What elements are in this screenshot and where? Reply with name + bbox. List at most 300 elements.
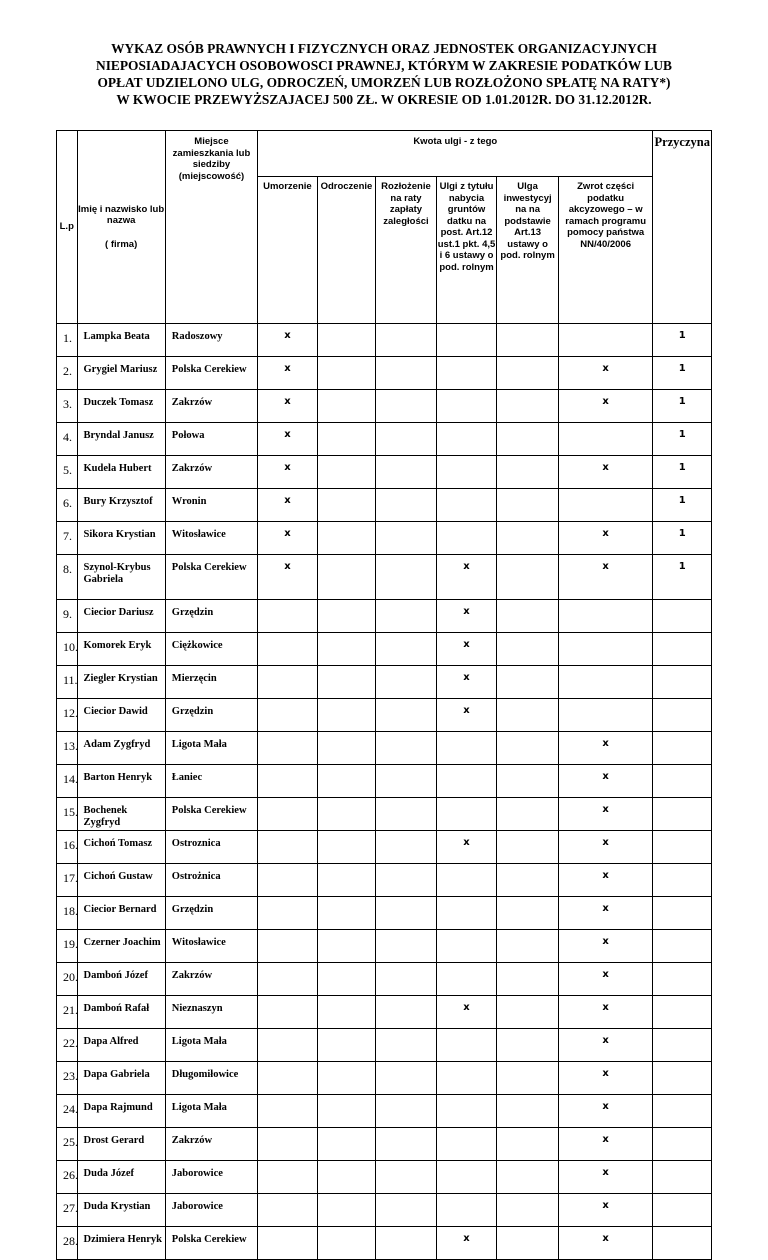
row-place: Wronin <box>165 489 257 522</box>
row-name: Grygiel Mariusz <box>77 357 165 390</box>
row-odroczenie <box>317 831 376 864</box>
row-zwrot: x <box>558 765 653 798</box>
row-przyczyna: 1 <box>653 489 712 522</box>
row-ulga-inwest <box>497 489 559 522</box>
row-ulgi-grunty <box>436 1194 497 1227</box>
row-ulgi-grunty: x <box>436 831 497 864</box>
row-umorzenie: x <box>258 324 318 357</box>
row-przyczyna <box>653 699 712 732</box>
table-row <box>57 390 712 423</box>
row-ulga-inwest <box>497 1227 559 1260</box>
row-rozlozenie <box>376 699 437 732</box>
header-umorzenie: Umorzenie <box>258 177 318 324</box>
row-lp: 5. <box>57 456 78 489</box>
row-ulga-inwest <box>497 897 559 930</box>
row-przyczyna: 1 <box>653 555 712 600</box>
row-ulga-inwest <box>497 357 559 390</box>
row-rozlozenie <box>376 600 437 633</box>
row-zwrot: x <box>558 1095 653 1128</box>
row-ulga-inwest <box>497 765 559 798</box>
row-name: Dzimiera Henryk <box>77 1227 165 1260</box>
header-przyczyna: Przyczyna <box>653 131 712 324</box>
row-ulgi-grunty: x <box>436 1227 497 1260</box>
row-odroczenie <box>317 633 376 666</box>
row-name: Dapa Rajmund <box>77 1095 165 1128</box>
row-rozlozenie <box>376 1128 437 1161</box>
row-lp: 15. <box>57 798 78 831</box>
row-zwrot: x <box>558 897 653 930</box>
row-lp: 26. <box>57 1161 78 1194</box>
table-row <box>57 831 712 864</box>
row-place: Jaborowice <box>165 1194 257 1227</box>
row-odroczenie <box>317 1062 376 1095</box>
row-zwrot: x <box>558 1161 653 1194</box>
row-przyczyna: 1 <box>653 423 712 456</box>
row-rozlozenie <box>376 1095 437 1128</box>
row-umorzenie <box>258 1062 318 1095</box>
row-place: Ostroznica <box>165 831 257 864</box>
row-ulgi-grunty <box>436 489 497 522</box>
row-lp: 8. <box>57 555 78 600</box>
row-zwrot <box>558 699 653 732</box>
row-rozlozenie <box>376 930 437 963</box>
row-przyczyna <box>653 798 712 831</box>
row-ulgi-grunty: x <box>436 666 497 699</box>
row-odroczenie <box>317 1128 376 1161</box>
row-place: Radoszowy <box>165 324 257 357</box>
row-lp: 11. <box>57 666 78 699</box>
row-rozlozenie <box>376 633 437 666</box>
row-przyczyna: 1 <box>653 357 712 390</box>
row-przyczyna: 1 <box>653 456 712 489</box>
row-ulga-inwest <box>497 1128 559 1161</box>
row-place: Jaborowice <box>165 1161 257 1194</box>
header-name-label: Imię i nazwisko lub nazwa <box>78 203 165 227</box>
row-odroczenie <box>317 963 376 996</box>
row-odroczenie <box>317 1227 376 1260</box>
row-place: Ostrożnica <box>165 864 257 897</box>
row-name: Szynol-Krybus Gabriela <box>77 555 165 600</box>
header-kwota: Kwota ulgi - z tego <box>258 131 653 177</box>
row-odroczenie <box>317 732 376 765</box>
row-ulga-inwest <box>497 963 559 996</box>
row-odroczenie <box>317 666 376 699</box>
row-umorzenie <box>258 1227 318 1260</box>
row-umorzenie <box>258 1095 318 1128</box>
row-zwrot: x <box>558 1029 653 1062</box>
row-rozlozenie <box>376 1029 437 1062</box>
row-rozlozenie <box>376 390 437 423</box>
row-place: Ligota Mała <box>165 1095 257 1128</box>
table-row <box>57 1227 712 1260</box>
row-place: Witosławice <box>165 522 257 555</box>
row-odroczenie <box>317 1194 376 1227</box>
row-przyczyna: 1 <box>653 390 712 423</box>
table-row <box>57 423 712 456</box>
row-odroczenie <box>317 390 376 423</box>
row-place: Nieznaszyn <box>165 996 257 1029</box>
table-row <box>57 666 712 699</box>
row-umorzenie <box>258 699 318 732</box>
row-place: Grzędzin <box>165 600 257 633</box>
row-ulgi-grunty <box>436 1029 497 1062</box>
row-ulgi-grunty <box>436 897 497 930</box>
row-place: Zakrzów <box>165 456 257 489</box>
row-name: Damboń Józef <box>77 963 165 996</box>
row-zwrot: x <box>558 864 653 897</box>
row-przyczyna: 1 <box>653 522 712 555</box>
row-rozlozenie <box>376 666 437 699</box>
row-lp: 23. <box>57 1062 78 1095</box>
row-ulgi-grunty: x <box>436 555 497 600</box>
row-ulgi-grunty: x <box>436 996 497 1029</box>
row-ulga-inwest <box>497 930 559 963</box>
row-przyczyna <box>653 996 712 1029</box>
row-umorzenie <box>258 1128 318 1161</box>
row-odroczenie <box>317 930 376 963</box>
row-rozlozenie <box>376 831 437 864</box>
row-przyczyna <box>653 963 712 996</box>
row-zwrot: x <box>558 930 653 963</box>
row-odroczenie <box>317 1161 376 1194</box>
table-row <box>57 1161 712 1194</box>
table-row <box>57 897 712 930</box>
table-row <box>57 864 712 897</box>
row-przyczyna: 1 <box>653 324 712 357</box>
table-row <box>57 765 712 798</box>
row-umorzenie: x <box>258 423 318 456</box>
row-zwrot: x <box>558 456 653 489</box>
row-lp: 22. <box>57 1029 78 1062</box>
row-place: Ligota Mała <box>165 732 257 765</box>
row-ulga-inwest <box>497 1161 559 1194</box>
row-rozlozenie <box>376 456 437 489</box>
row-place: Polska Cerekiew <box>165 555 257 600</box>
row-umorzenie <box>258 897 318 930</box>
row-place: Polska Cerekiew <box>165 1227 257 1260</box>
row-ulga-inwest <box>497 423 559 456</box>
row-odroczenie <box>317 555 376 600</box>
row-zwrot <box>558 600 653 633</box>
row-name: Cichoń Gustaw <box>77 864 165 897</box>
row-place: Witosławice <box>165 930 257 963</box>
row-umorzenie: x <box>258 555 318 600</box>
row-lp: 25. <box>57 1128 78 1161</box>
row-name: Damboń Rafał <box>77 996 165 1029</box>
row-lp: 28. <box>57 1227 78 1260</box>
row-lp: 6. <box>57 489 78 522</box>
row-umorzenie: x <box>258 489 318 522</box>
row-ulgi-grunty <box>436 456 497 489</box>
row-przyczyna <box>653 666 712 699</box>
row-ulga-inwest <box>497 1194 559 1227</box>
row-lp: 10. <box>57 633 78 666</box>
row-zwrot: x <box>558 963 653 996</box>
table-row <box>57 555 712 600</box>
row-ulgi-grunty <box>436 357 497 390</box>
row-przyczyna <box>653 600 712 633</box>
row-przyczyna <box>653 864 712 897</box>
row-place: Ciężkowice <box>165 633 257 666</box>
row-ulga-inwest <box>497 666 559 699</box>
row-umorzenie <box>258 765 318 798</box>
header-zwrot: Zwrot części podatku akcyzowego – w ramach programu pomocy państwa NN/40/2006 <box>558 177 653 324</box>
row-rozlozenie <box>376 1062 437 1095</box>
row-przyczyna <box>653 1161 712 1194</box>
row-odroczenie <box>317 897 376 930</box>
table-row <box>57 732 712 765</box>
row-ulgi-grunty <box>436 930 497 963</box>
row-umorzenie: x <box>258 522 318 555</box>
row-zwrot: x <box>558 1062 653 1095</box>
row-przyczyna <box>653 1194 712 1227</box>
row-ulga-inwest <box>497 456 559 489</box>
row-name: Ciecior Dariusz <box>77 600 165 633</box>
row-umorzenie: x <box>258 456 318 489</box>
table-row <box>57 522 712 555</box>
row-lp: 19. <box>57 930 78 963</box>
row-name: Komorek Eryk <box>77 633 165 666</box>
row-ulgi-grunty <box>436 1062 497 1095</box>
row-place: Grzędzin <box>165 897 257 930</box>
table-row <box>57 489 712 522</box>
header-firma-label: ( firma) <box>105 238 138 250</box>
row-odroczenie <box>317 1029 376 1062</box>
row-odroczenie <box>317 600 376 633</box>
row-umorzenie <box>258 996 318 1029</box>
row-umorzenie: x <box>258 390 318 423</box>
row-ulga-inwest <box>497 390 559 423</box>
title-line-1: WYKAZ OSÓB PRAWNYCH I FIZYCZNYCH ORAZ JEDNOSTEK ORGANIZACYJNYCH <box>111 41 657 56</box>
header-ulgi-grunty: Ulgi z tytułu nabycia gruntów datku na post. Art.12 ust.1 pkt. 4,5 i 6 ustawy o pod. rolnym <box>436 177 497 324</box>
row-rozlozenie <box>376 798 437 831</box>
row-rozlozenie <box>376 996 437 1029</box>
row-place: Zakrzów <box>165 1128 257 1161</box>
row-ulgi-grunty <box>436 390 497 423</box>
table-row <box>57 324 712 357</box>
table-row <box>57 1095 712 1128</box>
row-lp: 24. <box>57 1095 78 1128</box>
row-zwrot: x <box>558 831 653 864</box>
table-row <box>57 1128 712 1161</box>
row-ulga-inwest <box>497 732 559 765</box>
row-lp: 18. <box>57 897 78 930</box>
row-zwrot: x <box>558 798 653 831</box>
table-row <box>57 1062 712 1095</box>
row-umorzenie: x <box>258 357 318 390</box>
row-lp: 21. <box>57 996 78 1029</box>
row-lp: 2. <box>57 357 78 390</box>
row-lp: 13. <box>57 732 78 765</box>
row-zwrot: x <box>558 555 653 600</box>
row-name: Adam Zygfryd <box>77 732 165 765</box>
table-row <box>57 1194 712 1227</box>
row-place: Długomiłowice <box>165 1062 257 1095</box>
row-umorzenie <box>258 963 318 996</box>
row-ulgi-grunty <box>436 864 497 897</box>
row-ulga-inwest <box>497 699 559 732</box>
row-ulgi-grunty <box>436 1161 497 1194</box>
row-ulga-inwest <box>497 522 559 555</box>
row-ulgi-grunty: x <box>436 633 497 666</box>
row-lp: 7. <box>57 522 78 555</box>
row-place: Łaniec <box>165 765 257 798</box>
row-odroczenie <box>317 864 376 897</box>
header-place: Miejsce zamieszkania lub siedziby (miejscowość) <box>165 131 257 324</box>
row-ulgi-grunty <box>436 423 497 456</box>
row-odroczenie <box>317 699 376 732</box>
row-umorzenie <box>258 1029 318 1062</box>
row-zwrot <box>558 666 653 699</box>
row-umorzenie <box>258 1161 318 1194</box>
row-name: Duczek Tomasz <box>77 390 165 423</box>
row-lp: 27. <box>57 1194 78 1227</box>
row-ulga-inwest <box>497 324 559 357</box>
row-place: Połowa <box>165 423 257 456</box>
row-przyczyna <box>653 1029 712 1062</box>
row-zwrot: x <box>558 1128 653 1161</box>
row-odroczenie <box>317 798 376 831</box>
table-row <box>57 996 712 1029</box>
row-name: Lampka Beata <box>77 324 165 357</box>
title-line-4: W KWOCIE PRZEWYŻSZAJACEJ 500 ZŁ. W OKRESIE OD 1.01.2012R. DO 31.12.2012R. <box>116 92 652 107</box>
table-row <box>57 456 712 489</box>
row-lp: 1. <box>57 324 78 357</box>
row-ulgi-grunty <box>436 522 497 555</box>
row-przyczyna <box>653 765 712 798</box>
row-rozlozenie <box>376 1227 437 1260</box>
row-ulga-inwest <box>497 864 559 897</box>
row-name: Dapa Alfred <box>77 1029 165 1062</box>
row-name: Duda Józef <box>77 1161 165 1194</box>
row-name: Ciecior Bernard <box>77 897 165 930</box>
row-rozlozenie <box>376 522 437 555</box>
row-place: Ligota Mała <box>165 1029 257 1062</box>
table-row <box>57 1029 712 1062</box>
row-name: Bochenek Zygfryd <box>77 798 165 831</box>
row-zwrot <box>558 324 653 357</box>
row-zwrot: x <box>558 390 653 423</box>
row-przyczyna <box>653 897 712 930</box>
row-ulgi-grunty <box>436 798 497 831</box>
row-name: Drost Gerard <box>77 1128 165 1161</box>
row-name: Dapa Gabriela <box>77 1062 165 1095</box>
row-przyczyna <box>653 1128 712 1161</box>
row-lp: 20. <box>57 963 78 996</box>
row-zwrot: x <box>558 522 653 555</box>
row-name: Barton Henryk <box>77 765 165 798</box>
row-zwrot <box>558 423 653 456</box>
row-zwrot: x <box>558 732 653 765</box>
row-name: Bury Krzysztof <box>77 489 165 522</box>
row-place: Mierzęcin <box>165 666 257 699</box>
row-rozlozenie <box>376 423 437 456</box>
row-ulga-inwest <box>497 1062 559 1095</box>
row-name: Ziegler Krystian <box>77 666 165 699</box>
row-lp: 12. <box>57 699 78 732</box>
row-odroczenie <box>317 489 376 522</box>
table-row <box>57 963 712 996</box>
row-zwrot <box>558 489 653 522</box>
row-name: Cichoń Tomasz <box>77 831 165 864</box>
row-place: Zakrzów <box>165 963 257 996</box>
row-odroczenie <box>317 996 376 1029</box>
row-umorzenie <box>258 732 318 765</box>
row-rozlozenie <box>376 864 437 897</box>
row-rozlozenie <box>376 357 437 390</box>
row-lp: 17. <box>57 864 78 897</box>
row-rozlozenie <box>376 963 437 996</box>
row-umorzenie <box>258 798 318 831</box>
row-przyczyna <box>653 633 712 666</box>
row-ulga-inwest <box>497 1029 559 1062</box>
document-title <box>0 40 768 108</box>
row-ulgi-grunty <box>436 324 497 357</box>
table-row <box>57 357 712 390</box>
row-odroczenie <box>317 765 376 798</box>
row-ulgi-grunty: x <box>436 600 497 633</box>
row-ulga-inwest <box>497 555 559 600</box>
row-rozlozenie <box>376 1161 437 1194</box>
row-umorzenie <box>258 600 318 633</box>
row-rozlozenie <box>376 555 437 600</box>
row-ulgi-grunty: x <box>436 699 497 732</box>
row-przyczyna <box>653 732 712 765</box>
row-name: Kudela Hubert <box>77 456 165 489</box>
header-rozlozenie: Rozłożenie na raty zapłaty zaległości <box>376 177 437 324</box>
row-ulgi-grunty <box>436 1095 497 1128</box>
row-umorzenie <box>258 864 318 897</box>
row-ulga-inwest <box>497 996 559 1029</box>
row-rozlozenie <box>376 897 437 930</box>
row-przyczyna <box>653 1227 712 1260</box>
row-ulga-inwest <box>497 633 559 666</box>
table-row <box>57 699 712 732</box>
row-umorzenie <box>258 1194 318 1227</box>
table-row <box>57 600 712 633</box>
title-line-3: OPŁAT UDZIELONO ULG, ODROCZEŃ, UMORZEŃ LUB ROZŁOŻONO SPŁATĘ NA RATY*) <box>97 75 671 90</box>
row-odroczenie <box>317 522 376 555</box>
row-zwrot: x <box>558 1194 653 1227</box>
row-zwrot: x <box>558 996 653 1029</box>
row-name: Ciecior Dawid <box>77 699 165 732</box>
title-line-2: NIEPOSIADAJACYCH OSOBOWOSCI PRAWNEJ, KTÓRYM W ZAKRESIE PODATKÓW LUB <box>96 58 672 73</box>
row-place: Grzędzin <box>165 699 257 732</box>
row-name: Czerner Joachim <box>77 930 165 963</box>
row-rozlozenie <box>376 1194 437 1227</box>
table-row <box>57 633 712 666</box>
row-rozlozenie <box>376 765 437 798</box>
row-przyczyna <box>653 1095 712 1128</box>
row-lp: 3. <box>57 390 78 423</box>
row-przyczyna <box>653 1062 712 1095</box>
row-name: Sikora Krystian <box>77 522 165 555</box>
table-row <box>57 930 712 963</box>
row-ulga-inwest <box>497 600 559 633</box>
row-lp: 16. <box>57 831 78 864</box>
header-lp: L.p <box>57 131 78 324</box>
row-ulgi-grunty <box>436 765 497 798</box>
row-ulgi-grunty <box>436 963 497 996</box>
header-odroczenie: Odroczenie <box>317 177 376 324</box>
row-name: Bryndal Janusz <box>77 423 165 456</box>
row-rozlozenie <box>376 489 437 522</box>
row-odroczenie <box>317 324 376 357</box>
row-odroczenie <box>317 357 376 390</box>
row-umorzenie <box>258 831 318 864</box>
row-place: Polska Cerekiew <box>165 798 257 831</box>
row-place: Zakrzów <box>165 390 257 423</box>
